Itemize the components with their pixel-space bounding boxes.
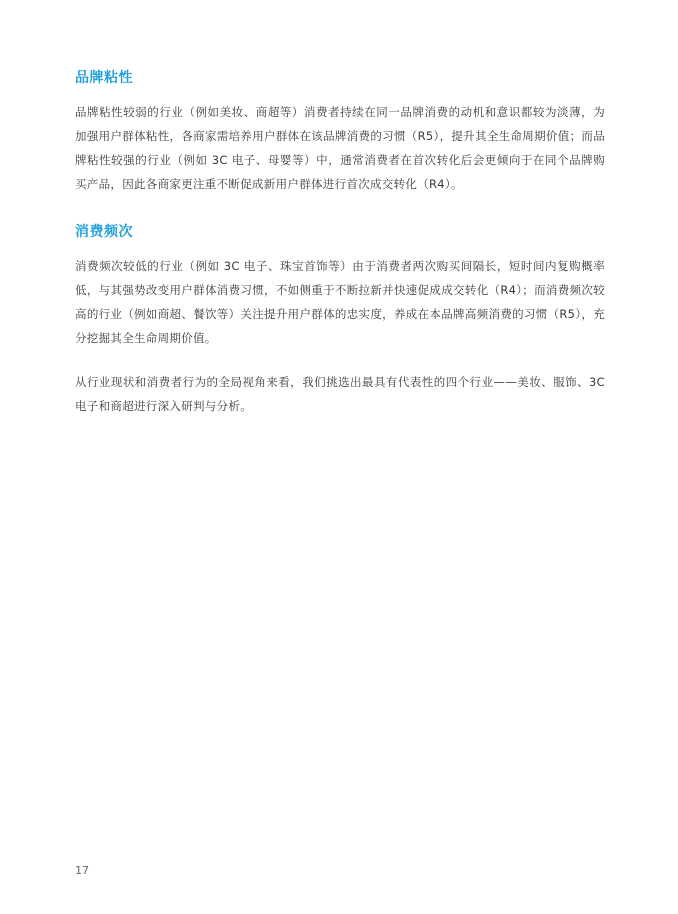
brand-stickiness-paragraph: 品牌粘性较弱的行业（例如美妆、商超等）消费者持续在同一品牌消费的动机和意识都较为淡薄，为加强用户群体粘性，各商家需培养用户群体在该品牌消费的习惯（R5），提升其全生命周期价值；而品牌粘性较强的行业（例如 3C 电子、母婴等）中，通常消费者在首次转化后会更倾向于在同个品牌购买产品，因此各商家更注重不断促成新用户群体进行首次成交转化（R4）。 [75, 105, 605, 191]
page-number: 17 [75, 864, 89, 877]
industry-selection-paragraph: 从行业现状和消费者行为的全局视角来看，我们挑选出最具有代表性的四个行业——美妆、服饰、3C 电子和商超进行深入研判与分析。 [75, 375, 605, 413]
section-heading-purchase-frequency: 消费频次 [75, 224, 133, 240]
purchase-frequency-paragraph: 消费频次较低的行业（例如 3C 电子、珠宝首饰等）由于消费者两次购买间隔长，短时间内复购概率低，与其强势改变用户群体消费习惯，不如侧重于不断拉新并快速促成成交转化（R4）；而消费频次较高的行业（例如商超、餐饮等）关注提升用户群体的忠实度，养成在本品牌高频消费的习惯（R5），充分挖掘其全生命周期价值。 [75, 259, 605, 345]
page-content [75, 68, 605, 438]
section-heading-brand-stickiness: 品牌粘性 [75, 70, 133, 86]
